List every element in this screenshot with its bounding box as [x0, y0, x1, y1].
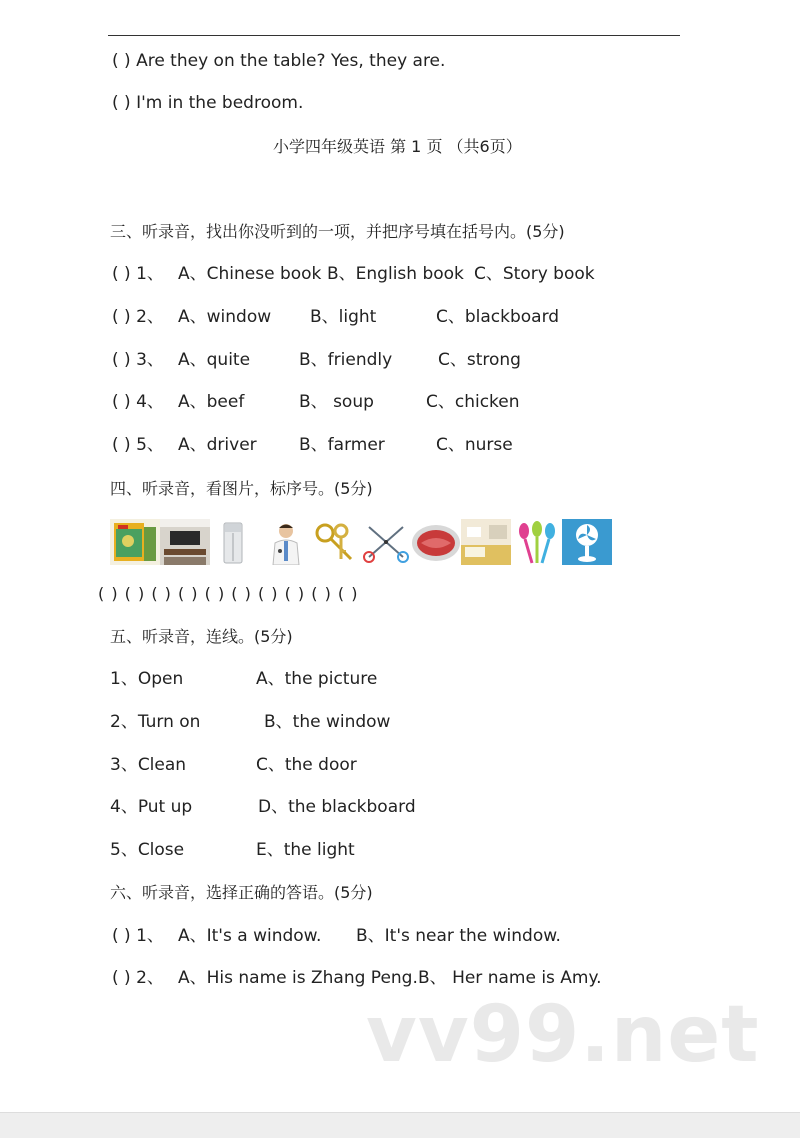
top-question-1	[112, 50, 445, 72]
match-left-5: 5、Close	[110, 840, 185, 860]
match-left-2: 2、Turn on	[110, 712, 201, 732]
fan-picture	[562, 519, 612, 565]
bottom-bar	[0, 1112, 800, 1138]
answer-paren: ( )	[112, 93, 131, 113]
fridge-picture	[210, 519, 260, 565]
section6-heading: 六、听录音，选择正确的答语。(5分)	[110, 883, 373, 902]
kitchen-picture	[461, 519, 511, 565]
match-right-4: D、the blackboard	[258, 797, 416, 817]
section3-heading: 三、听录音，找出你没听到的一项，并把序号填在括号内。(5分)	[110, 222, 565, 241]
question-text: I'm in the bedroom.	[136, 93, 304, 113]
scissors-picture	[361, 519, 411, 565]
header-rule	[108, 35, 680, 36]
exam-page: ( ) Are they on the table? Yes, they are. ( ) I'm in the bedroom. 小学四年级英语 第 1 页 （共6页） 三、听录音，找出你没听到的一项，并把序号填在括号内。(5分) ( ) 1、 A、Chinese book B、English book C、Story book ( ) 2、 A、window B、light C、blackboard ( ) 3、 A、quite B、friendly C、strong ( ) 4、 A、beef B、 soup C、chicken ( ) 5、 A、driver B、farmer C、nurse 四、听录音，看图片，标序号。(5分) ( ) ( ) ( ) ( ) ( ) ( ) ( ) ( ) ( ) ( ) 五、听录音，连线。(5分) 1、Open A、the picture 2、Turn on B、the window 3、Clean C、the door 4、Put up D、the blackboard 5、Close E、the light 六、听录音，选择正确的答语。(5分) ( ) 1、 A、It's a window. B、It's near the window. ( ) 2、 A、His name is Zhang Peng. B、 Her name is Amy. vv99.net	[0, 0, 800, 1137]
picture-strip	[110, 519, 612, 565]
spoons-picture	[512, 519, 562, 565]
match-right-3: C、the door	[256, 755, 357, 775]
doctor-picture	[261, 519, 311, 565]
page-footer: 小学四年级英语 第 1 页 （共6页）	[273, 137, 522, 156]
match-right-1: A、the picture	[256, 669, 378, 689]
match-left-1: 1、Open	[110, 669, 184, 689]
section4-heading: 四、听录音，看图片，标序号。(5分)	[110, 479, 373, 498]
classroom-picture	[160, 519, 210, 565]
watermark: vv99.net	[366, 990, 760, 1080]
keys-picture	[311, 519, 361, 565]
section5-heading: 五、听录音，连线。(5分)	[110, 627, 293, 646]
answer-paren: ( )	[112, 51, 131, 71]
beef-picture	[411, 519, 461, 565]
match-left-3: 3、Clean	[110, 755, 187, 775]
match-left-4: 4、Put up	[110, 797, 193, 817]
match-right-5: E、the light	[256, 840, 355, 860]
picture-answer-parens: ( ) ( ) ( ) ( ) ( ) ( ) ( ) ( ) ( ) ( )	[98, 584, 358, 603]
top-question-2	[112, 92, 303, 114]
question-text: Are they on the table? Yes, they are.	[136, 51, 446, 71]
match-right-2: B、the window	[264, 712, 391, 732]
book-picture	[110, 519, 160, 565]
